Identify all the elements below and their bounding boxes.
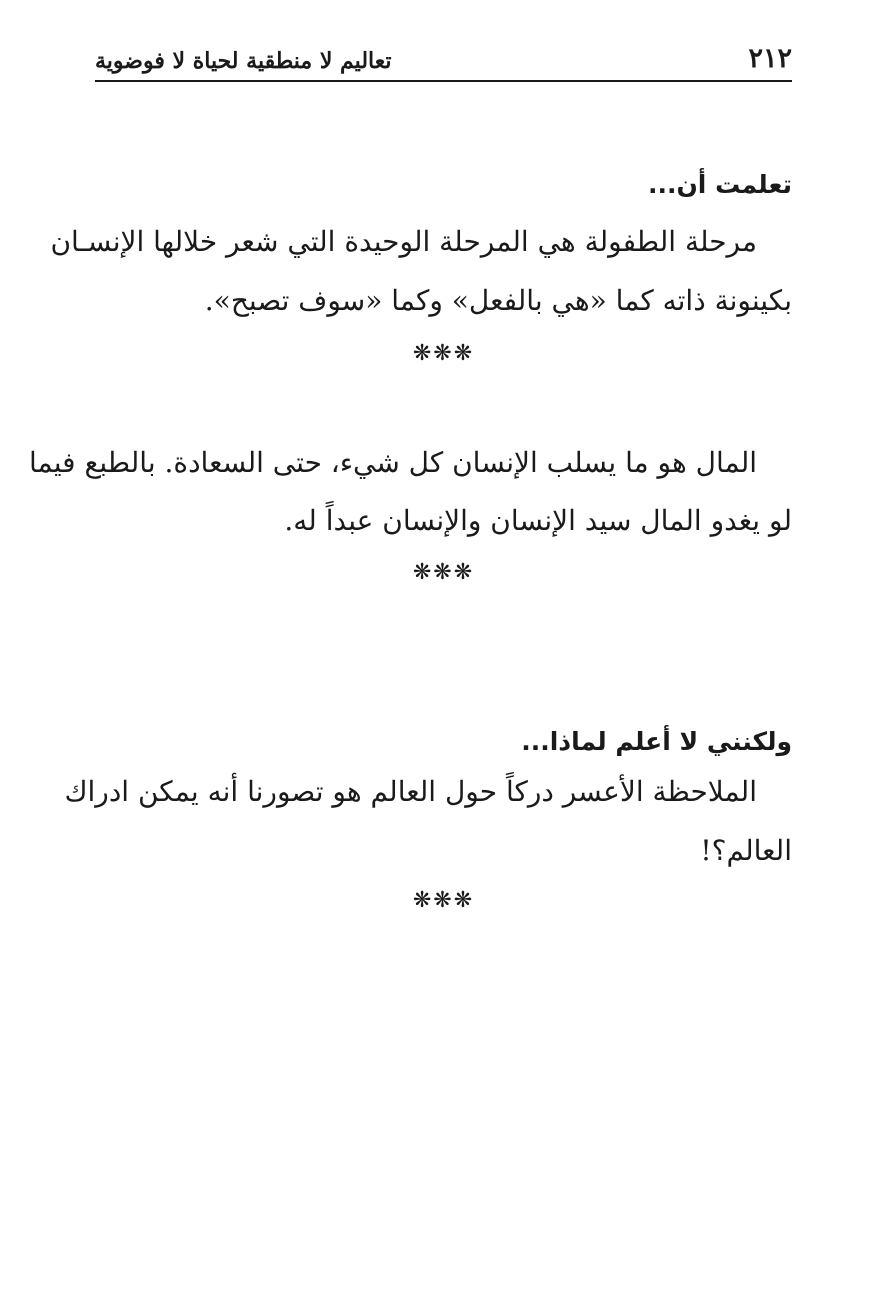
page-number: ٢١٢ (748, 43, 792, 74)
running-header (95, 40, 792, 82)
paragraph-line: المال هو ما يسلب الإنسان كل شيء، حتى السعادة. بالطبع فيما (28, 446, 757, 479)
running-title: تعاليم لا منطقية لحياة لا فوضوية (95, 48, 392, 74)
paragraph-line: مرحلة الطفولة هي المرحلة الوحيدة التي شعر خلالها الإنسـان (50, 225, 757, 258)
section-heading: ولكنني لا أعلم لماذا... (521, 727, 792, 756)
paragraph-line: لو يغدو المال سيد الإنسان والإنسان عبداً له. (284, 504, 792, 537)
section-separator: ❋❋❋ (412, 888, 475, 913)
section-heading: تعلمت أن... (647, 170, 792, 199)
paragraph-line: بكينونة ذاته كما «هي بالفعل» وكما «سوف تصبح». (204, 284, 792, 317)
paragraph-line: الملاحظة الأعسر دركاً حول العالم هو تصورنا أنه يمكن ادراك (64, 775, 757, 808)
section-separator: ❋❋❋ (412, 560, 475, 585)
section-separator: ❋❋❋ (412, 341, 475, 366)
paragraph-line: العالم؟! (700, 834, 792, 867)
